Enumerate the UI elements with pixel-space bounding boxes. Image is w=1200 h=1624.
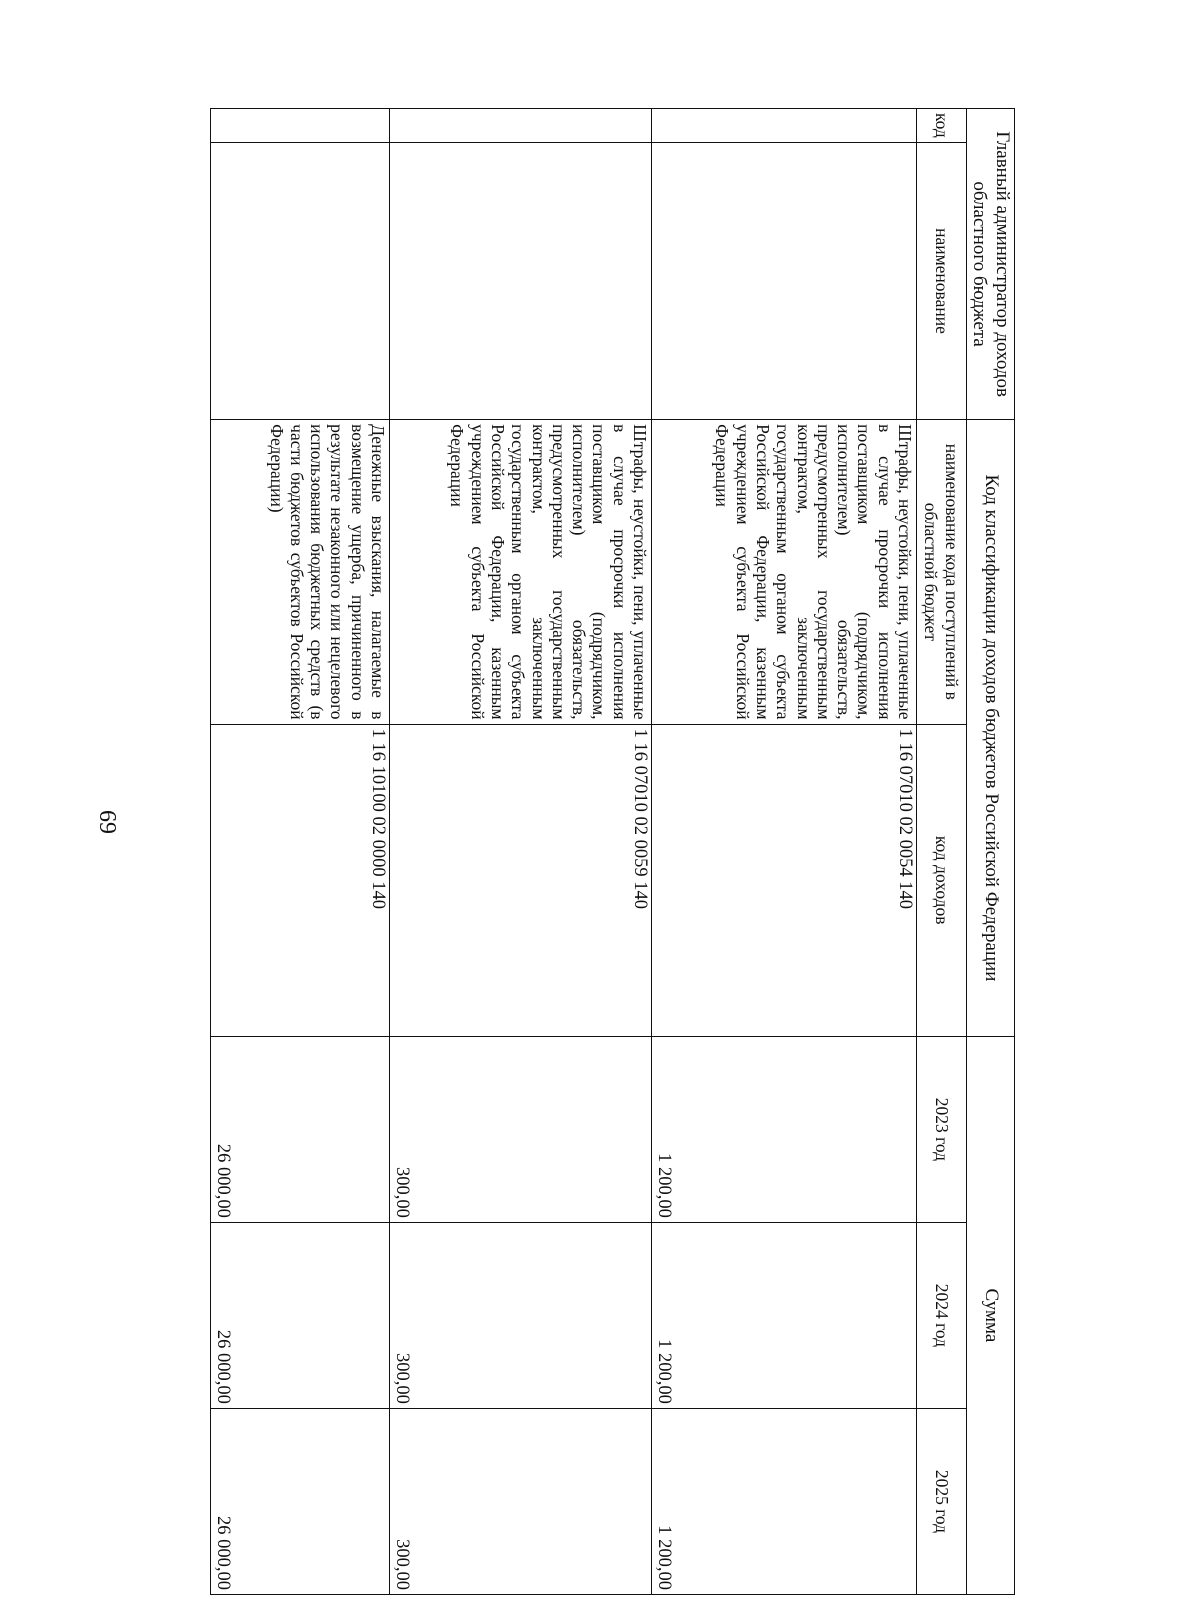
row-kod [390,109,652,143]
table-row [390,109,652,1595]
row-sum-2023: 1 200,00 [652,1036,917,1222]
row-sum-2025: 300,00 [390,1408,652,1594]
header-kod: код [917,109,967,143]
row-sum-2024: 300,00 [390,1222,652,1408]
row-income-code: 1 16 07010 02 0059 140 [390,724,652,1036]
row-admin-name [390,142,652,419]
header-income-name: наименование кода поступлений в областной бюджет [917,420,967,724]
header-year-2024: 2024 год [917,1222,967,1408]
income-table [210,108,1015,1595]
row-sum-2023: 26 000,00 [211,1036,390,1222]
row-sum-2025: 26 000,00 [211,1408,390,1594]
header-admin-name: наименование [917,142,967,419]
row-sum-2024: 26 000,00 [211,1222,390,1408]
row-admin-name [211,142,390,419]
row-income-code: 1 16 10100 02 0000 140 [211,724,390,1036]
row-income-name: Денежные взыскания, налагаемые в возмещение ущерба, причиненного в результате незаконного или нецелевого использования бюджетных средств (в части бюджетов субъектов Российской Федерации) [211,420,390,724]
row-income-name: Штрафы, неустойки, пени, уплаченные в случае просрочки исполнения поставщиком (подрядчиком, исполнителем) обязательств, предусмотренных государственным контрактом, заключенным государственным органом субъекта Российской Федерации, казенным учреждением субъекта Российской Федерации [652,420,917,724]
table-header [917,109,1015,1595]
page-number: 69 [94,810,120,834]
header-year-2025: 2025 год [917,1408,967,1594]
header-sum-group: Сумма [967,1036,1015,1594]
row-income-code: 1 16 07010 02 0054 140 [652,724,917,1036]
rotated-table-container [210,108,1015,1595]
header-admin-group: Главный администратор доходов областного бюджета [967,109,1015,420]
header-year-2023: 2023 год [917,1036,967,1222]
row-kod [652,109,917,143]
table-row [211,109,390,1595]
row-sum-2024: 1 200,00 [652,1222,917,1408]
row-kod [211,109,390,143]
row-income-name: Штрафы, неустойки, пени, уплаченные в случае просрочки исполнения поставщиком (подрядчиком, исполнителем) обязательств, предусмотренных государственным контрактом, заключенным государственным органом субъекта Российской Федерации, казенным учреждением субъекта Российской Федерации [390,420,652,724]
header-income-code: код доходов [917,724,967,1036]
header-kbk-group: Код классификации доходов бюджетов Российской Федерации [967,420,1015,1037]
row-admin-name [652,142,917,419]
table-row [652,109,917,1595]
row-sum-2025: 1 200,00 [652,1408,917,1594]
row-sum-2023: 300,00 [390,1036,652,1222]
